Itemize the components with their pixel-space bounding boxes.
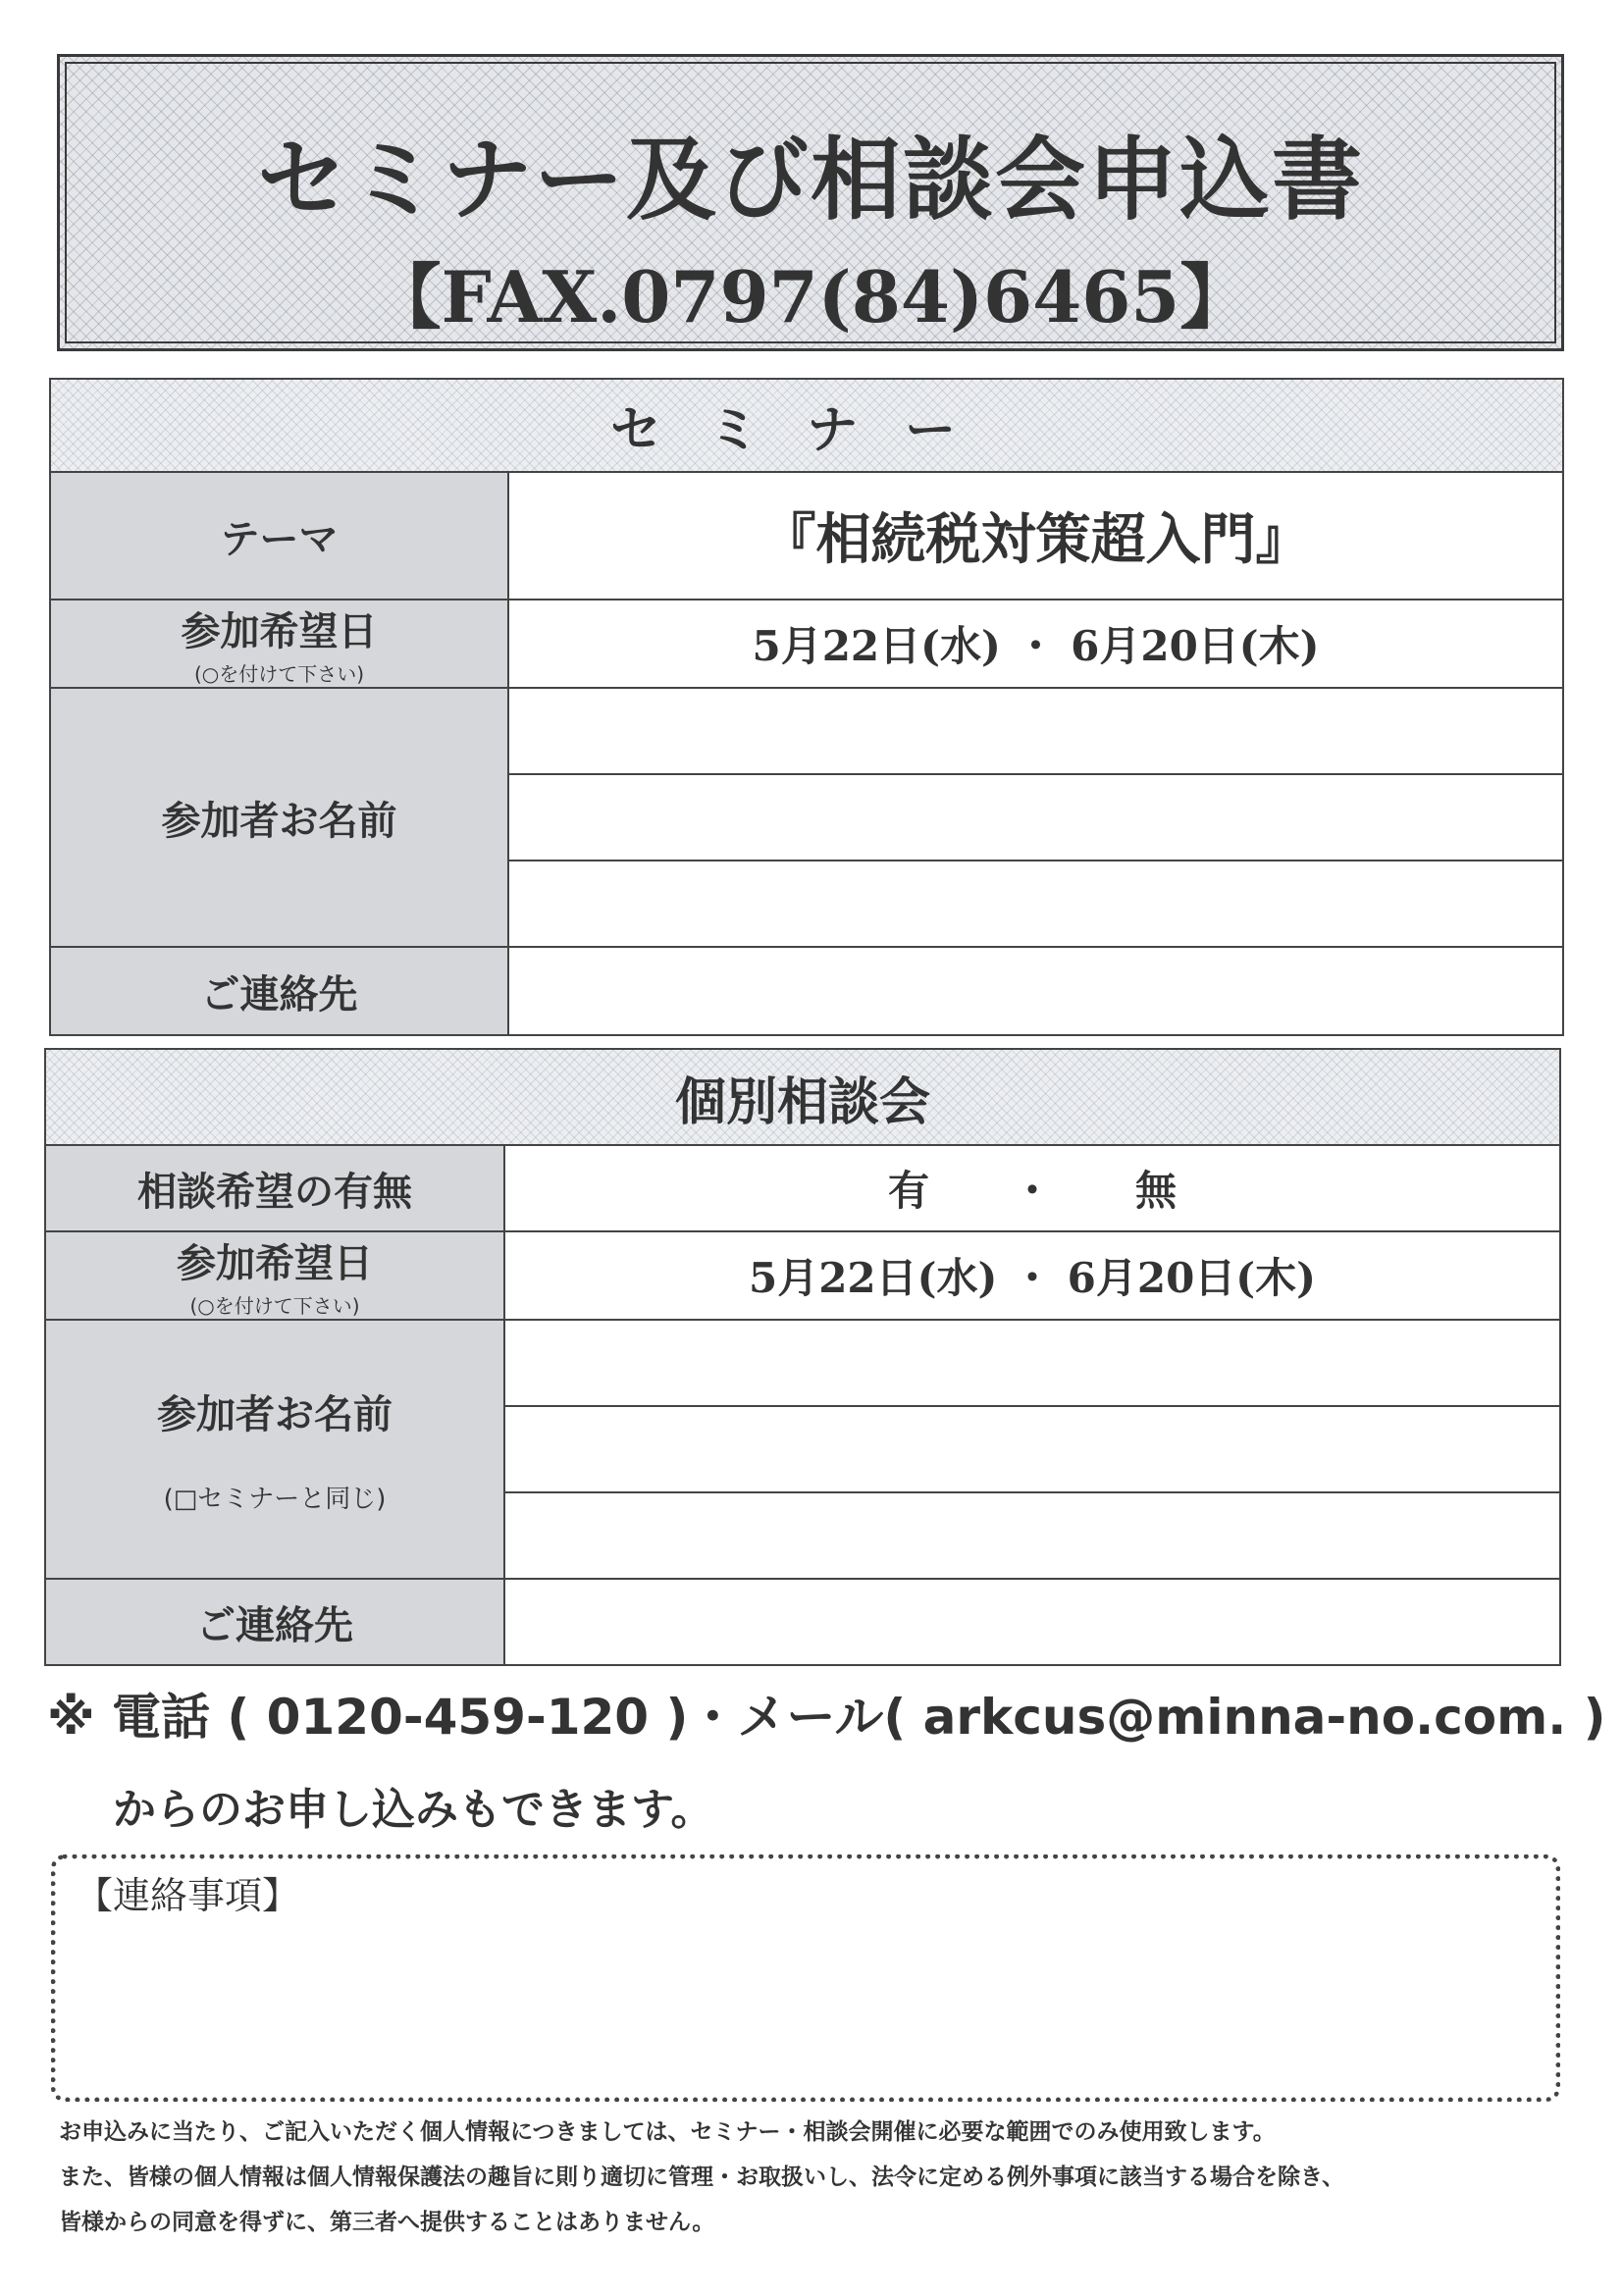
consultation-contact-label: ご連絡先 [45,1579,504,1665]
privacy-notice [59,2110,1570,2245]
seminar-date-options[interactable]: 5月22日(水) ・ 6月20日(木) [508,600,1563,688]
consultation-section-title: 個別相談会 [45,1049,1560,1145]
privacy-line-1: お申込みに当たり、ご記入いただく個人情報につきましては、セミナー・相談会開催に必要な範囲でのみ使用致します。 [59,2119,1276,2145]
notes-label: 【連絡事項】 [76,1874,300,1917]
seminar-contact-label: ご連絡先 [50,947,508,1035]
seminar-date-sublabel: (○を付けて下さい) [193,662,365,686]
header-inner-border [65,62,1556,343]
seminar-name-field-2[interactable] [508,774,1563,861]
fax-number: 【FAX.0797(84)6465】 [370,255,1251,339]
consultation-same-as-seminar-checkbox[interactable]: (□セミナーと同じ) [163,1485,387,1514]
theme-value: 『相続税対策超入門』 [508,472,1563,600]
consultation-date-label: 参加希望日 [177,1241,373,1286]
theme-label: テーマ [50,472,508,600]
document-title: セミナー及び相談会申込書 [256,128,1364,233]
consultation-date-sublabel: (○を付けて下さい) [189,1294,360,1318]
seminar-date-label-cell [50,600,508,688]
seminar-contact-field[interactable] [508,947,1563,1035]
consultation-names-label: 参加者お名前 [157,1392,393,1437]
notes-box[interactable] [51,1854,1560,2102]
consultation-name-field-1[interactable] [504,1320,1560,1406]
privacy-line-2: また、皆様の個人情報は個人情報保護法の趣旨に則り適切に管理・お取扱いし、法令に定める例外事項に該当する場合を除き、 [59,2165,1345,2190]
seminar-table [49,378,1564,1036]
consultation-name-field-2[interactable] [504,1406,1560,1492]
consultation-wish-options[interactable]: 有 ・ 無 [504,1145,1560,1231]
seminar-name-field-3[interactable] [508,861,1563,947]
consultation-name-field-3[interactable] [504,1492,1560,1579]
consultation-names-label-cell [45,1320,504,1579]
consultation-contact-field[interactable] [504,1579,1560,1665]
consultation-date-label-cell [45,1231,504,1320]
consultation-date-options[interactable]: 5月22日(水) ・ 6月20日(木) [504,1231,1560,1320]
seminar-date-label: 参加希望日 [181,609,378,654]
seminar-names-label: 参加者お名前 [50,688,508,947]
consultation-table [44,1048,1561,1666]
header-banner [57,54,1564,351]
consultation-wish-label: 相談希望の有無 [45,1145,504,1231]
phone-email-info: ※ 電話 ( 0120-459-120 )・メール( arkcus@minna-no.com. ) [47,1689,1606,1746]
seminar-name-field-1[interactable] [508,688,1563,774]
phone-email-info-note: からのお申し込みもできます。 [113,1785,714,1835]
privacy-line-3: 皆様からの同意を得ずに、第三者へ提供することはありません。 [59,2210,715,2235]
seminar-section-title: セミナー [50,379,1563,472]
